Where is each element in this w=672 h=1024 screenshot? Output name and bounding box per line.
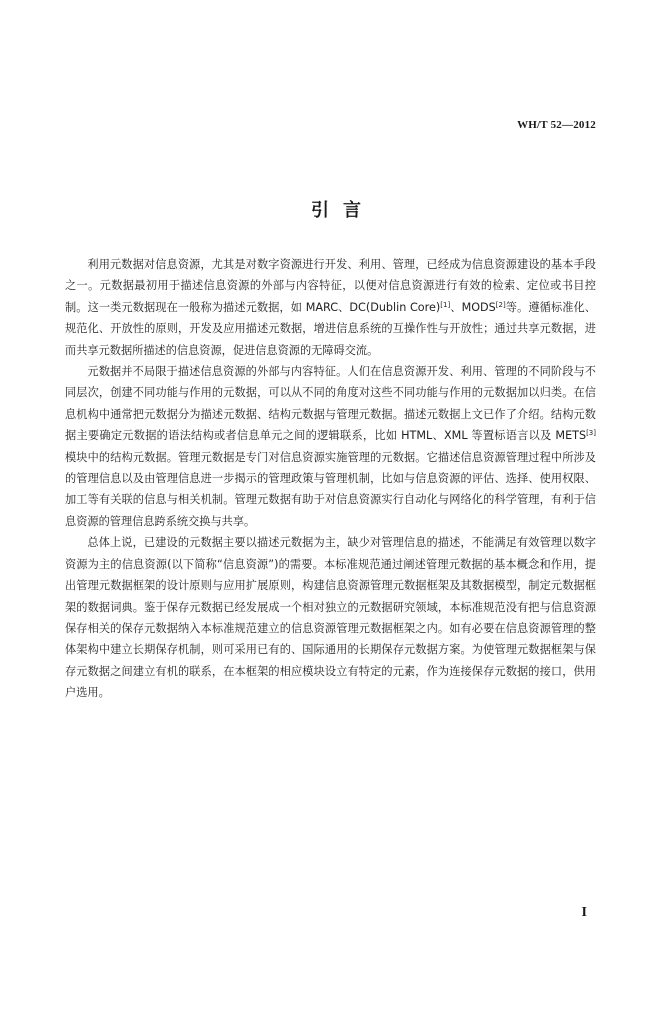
citation-ref: [2]: [495, 300, 506, 309]
introduction-body: [65, 254, 596, 704]
page-number: I: [581, 905, 587, 920]
paragraph-text: 总体上说，已建设的元数据主要以描述元数据为主，缺少对管理信息的描述，不能满足有效管理以数字资源为主的信息资源(以下简称“信息资源”)的需要。本标准规范通过阐述管理元数据的基本概念和作用，提出管理元数据框架的设计原则与应用扩展原则，构建信息资源管理元数据框架及其数据模型，制定元数据框架的数据词典。鉴于保存元数据已经发展成一个相对独立的元数据研究领域，本标准规范没有把与信息资源保存相关的保存元数据纳入本标准规范建立的信息资源管理元数据框架之内。如有必要在信息资源管理的整体架构中建立长期保存机制，则可采用已有的、国际通用的长期保存元数据方案。为使管理元数据框架与保存元数据之间建立有机的联系，在本框架的相应模块设立有特定的元素，作为连接保存元数据的接口，供用户选用。: [65, 536, 596, 700]
paragraph-text: 利用元数据对信息资源，尤其是对数字资源进行开发、利用、管理，已经成为信息资源建设的基本手段之一。元数据最初用于描述信息资源的外部与内容特征，以便对信息资源进行有效的检索、定位或书目控制。这一类元数据现在一般称为描述元数据，如 MARC、DC(Dublin Core): [65, 258, 596, 314]
paragraph-text: 、MODS: [450, 300, 496, 314]
paragraph: [65, 254, 596, 361]
paragraph-text: 等。遵循标准化、规范化、开放性的原则，开发及应用描述元数据，增进信息系统的互操作性与开放性；通过共享元数据，进而共享元数据所描述的信息资源，促进信息资源的无障碍交流。: [65, 300, 596, 357]
citation-ref: [3]: [586, 429, 596, 438]
page-title: 引言: [311, 200, 375, 221]
paragraph: [65, 361, 596, 532]
standard-code: WH/T 52—2012: [517, 119, 596, 131]
citation-ref: [1]: [440, 300, 451, 309]
paragraph-text: 模块中的结构元数据。管理元数据是专门对信息资源实施管理的元数据。它描述信息资源管理过程中所涉及的管理信息以及由管理信息进一步揭示的管理政策与管理机制，比如与信息资源的评估、选择、使用权限、加工等有关联的信息与相关机制。管理元数据有助于对信息资源实行自动化与网络化的科学管理，有利于信息资源的管理信息跨系统交换与共享。: [65, 450, 596, 528]
paragraph: [65, 532, 596, 703]
paragraph-text: 元数据并不局限于描述信息资源的外部与内容特征。人们在信息资源开发、利用、管理的不同阶段与不同层次，创建不同功能与作用的元数据，可以从不同的角度对这些不同功能与作用的元数据加以归类。在信息机构中通常把元数据分为描述元数据、结构元数据与管理元数据。描述元数据上文已作了介绍。结构元数据主要确定元数据的语法结构或者信息单元之间的逻辑联系，比如 HTML、XML 等置标语言以及 METS: [65, 365, 596, 443]
